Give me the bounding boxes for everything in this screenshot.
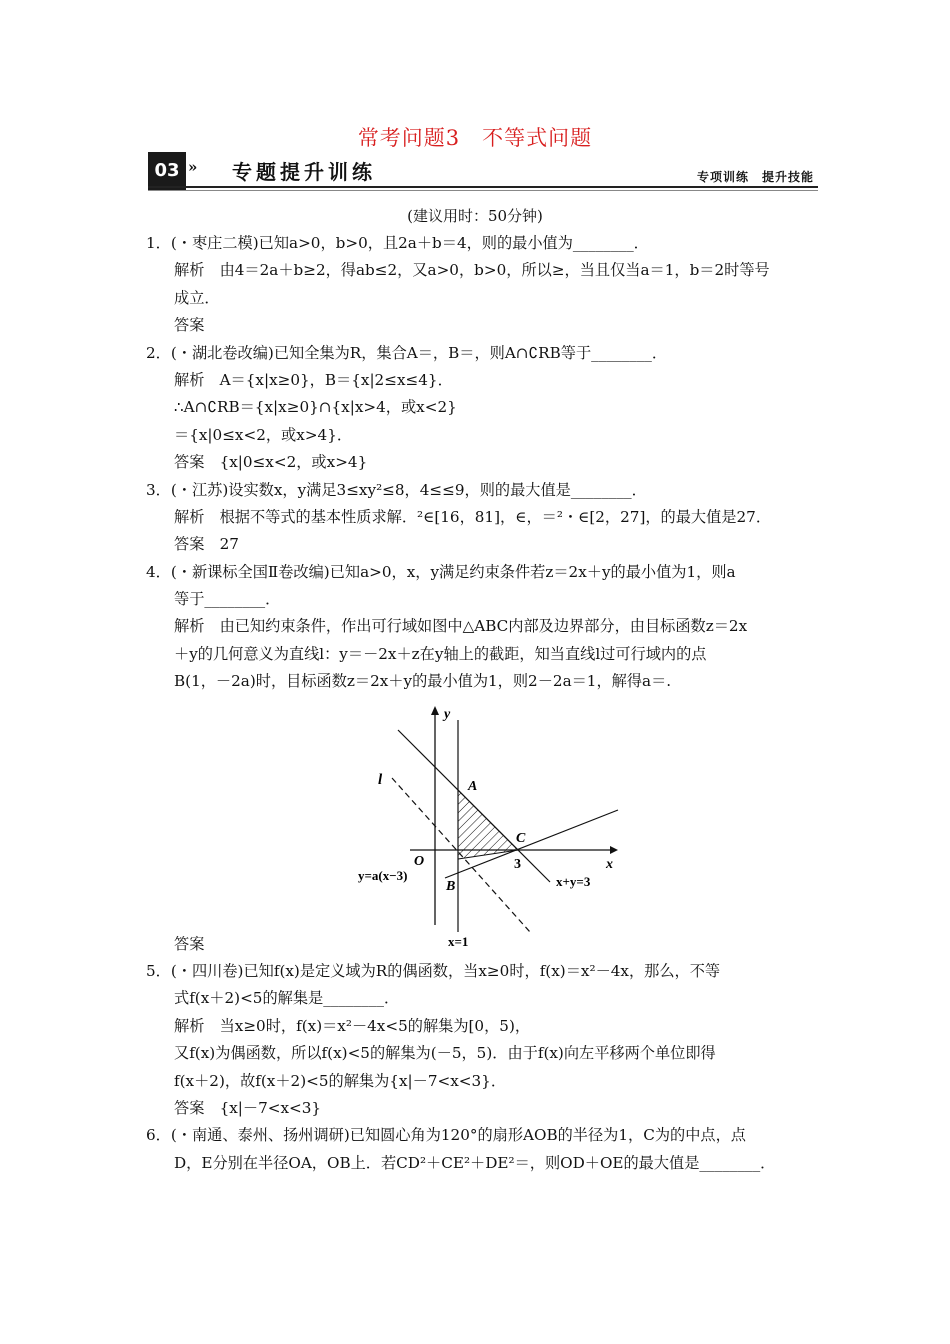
problem-3-stem: 3．(・江苏)设实数x，y满足3≤xy²≤8，4≤≤9，则的最大值是________．	[146, 480, 647, 499]
label-eq-x1: x=1	[448, 934, 469, 949]
problem-6-stem: 6．(・南通、泰州、扬州调研)已知圆心角为120°的扇形AOB的半径为1，C为的中点，点	[146, 1126, 746, 1145]
problem-1-analysis-line: 解析 由4＝2a＋b≥2，得ab≤2，又a>0，b>0，所以≥，当且仅当a＝1，b＝2时等号	[174, 261, 770, 280]
problem-5-analysis-line: 又f(x)为偶函数，所以f(x)<5的解集为(－5，5)．由于f(x)向左平移两个单位即得	[174, 1044, 716, 1063]
problem-4-analysis-line: 解析 由已知约束条件，作出可行域如图中△ABC内部及边界部分，由目标函数z＝2x	[174, 617, 748, 636]
section-number-badge: 03	[148, 152, 186, 190]
problem-4-answer: 答案	[174, 934, 205, 953]
problem-2-analysis-line: 解析 A＝{x|x≥0}，B＝{x|2≤x≤4}．	[174, 370, 453, 389]
label-l: l	[378, 772, 383, 788]
feasible-region	[458, 790, 518, 859]
label-eq-a: y=a(x−3)	[358, 868, 408, 883]
banner-rule	[148, 186, 818, 188]
problem-5-answer: 答案 {x|－7<x<3}	[174, 1098, 322, 1117]
problem-5-stem: 式f(x＋2)<5的解集是________．	[174, 989, 400, 1008]
problem-1-answer: 答案	[174, 316, 205, 335]
problem-3-answer: 答案 27	[174, 535, 239, 554]
problem-3-analysis-line: 解析 根据不等式的基本性质求解．²∈[16，81]，∈，＝²・∈[2，27]，的最大值是27．	[174, 507, 772, 526]
problem-5-analysis-line: f(x＋2)，故f(x＋2)<5的解集为{x|－7<x<3}．	[174, 1071, 507, 1090]
problem-2-analysis-line: ∴A∩∁RB＝{x|x≥0}∩{x|x>4，或x<2}	[174, 398, 457, 417]
chevron-icon: »	[188, 158, 198, 176]
problem-4-stem: 等于________．	[174, 590, 281, 609]
problem-2-answer: 答案 {x|0≤x<2，或x>4}	[174, 453, 368, 472]
label-3: 3	[514, 857, 521, 872]
x-axis-arrow	[610, 846, 618, 854]
problem-1-analysis-line: 成立．	[174, 288, 220, 307]
problem-4-analysis-line: B(1，－2a)时，目标函数z＝2x＋y的最小值为1，则2－2a＝1，解得a＝.	[174, 672, 672, 691]
label-y: y	[444, 707, 451, 722]
problem-2-analysis-line: ＝{x|0≤x<2，或x>4}．	[174, 425, 353, 444]
y-axis-arrow	[431, 706, 439, 715]
label-C: C	[516, 831, 526, 846]
problem-4-analysis-line: ＋y的几何意义为直线l：y＝－2x＋z在y轴上的截距，知当直线l过可行域内的点	[174, 644, 707, 663]
section-banner	[148, 152, 818, 188]
label-B: B	[446, 879, 456, 894]
banner-rule-thin	[148, 190, 818, 191]
section-subtitle: 专项训练 提升技能	[696, 170, 814, 184]
problem-2-stem: 2．(・湖北卷改编)已知全集为R，集合A＝，B＝，则A∩∁RB等于________．	[146, 343, 668, 362]
problem-4-stem: 4．(・新课标全国Ⅱ卷改编)已知a>0，x，y满足约束条件若z＝2x＋y的最小值为1，则a	[146, 562, 736, 581]
problem-1-stem: 1．(・枣庄二模)已知a>0，b>0，且2a＋b＝4，则的最小值为________．	[146, 234, 649, 252]
page-title: 常考问题3 不等式问题	[357, 126, 593, 150]
label-eq-sum: x+y=3	[556, 874, 591, 889]
problem-5-stem: 5．(・四川卷)已知f(x)是定义域为R的偶函数，当x≥0时，f(x)＝x²－4x，那么，不等	[146, 962, 721, 981]
feasible-region-figure	[350, 700, 630, 950]
problem-5-analysis-line: 解析 当x≥0时，f(x)＝x²－4x<5的解集为[0，5)，	[174, 1016, 531, 1035]
label-A: A	[468, 779, 478, 794]
problem-6-stem: D，E分别在半径OA，OB上．若CD²＋CE²＋DE²＝，则OD＋OE的最大值是________．	[174, 1153, 776, 1172]
section-title: 专题提升训练	[232, 160, 376, 184]
label-x: x	[606, 857, 613, 872]
time-note: (建议用时：50分钟)	[407, 207, 543, 225]
label-O: O	[414, 854, 425, 869]
